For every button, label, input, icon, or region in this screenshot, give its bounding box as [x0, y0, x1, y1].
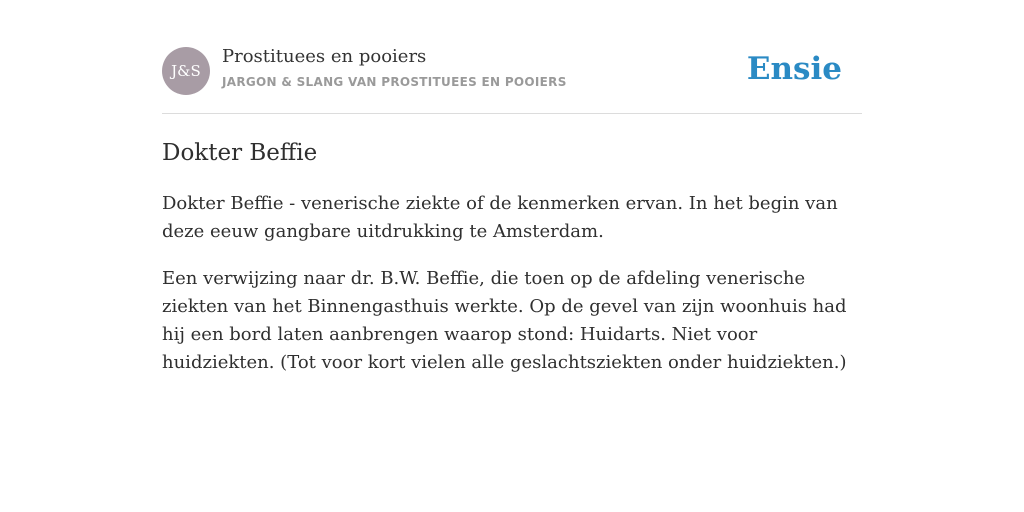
dictionary-avatar[interactable]: J&S [162, 47, 210, 95]
entry-definition-paragraph: Dokter Beffie - venerische ziekte of de kenmerken ervan. In het begin van deze eeuw gangbare uitdrukking te Amsterdam. [162, 193, 838, 242]
header [162, 0, 862, 114]
dictionary-title-link[interactable]: Prostituees en pooiers [222, 46, 427, 67]
ensie-logo[interactable]: Ensie [746, 51, 842, 87]
entry-term: Dokter Beffie [162, 140, 318, 166]
dictionary-subtitle: JARGON & SLANG VAN PROSTITUEES EN POOIERS [222, 75, 567, 89]
entry-definition-paragraph: Een verwijzing naar dr. B.W. Beffie, die toen op de afdeling venerische ziekten van het Binnengasthuis werkte. Op de gevel van zijn woonhuis had hij een bord laten aanbrengen waarop stond: Huidarts. Niet voor huidziekten. (Tot voor kort vielen alle geslachtsziekten onder huidziekten.) [162, 268, 847, 373]
content-container [162, 0, 862, 377]
